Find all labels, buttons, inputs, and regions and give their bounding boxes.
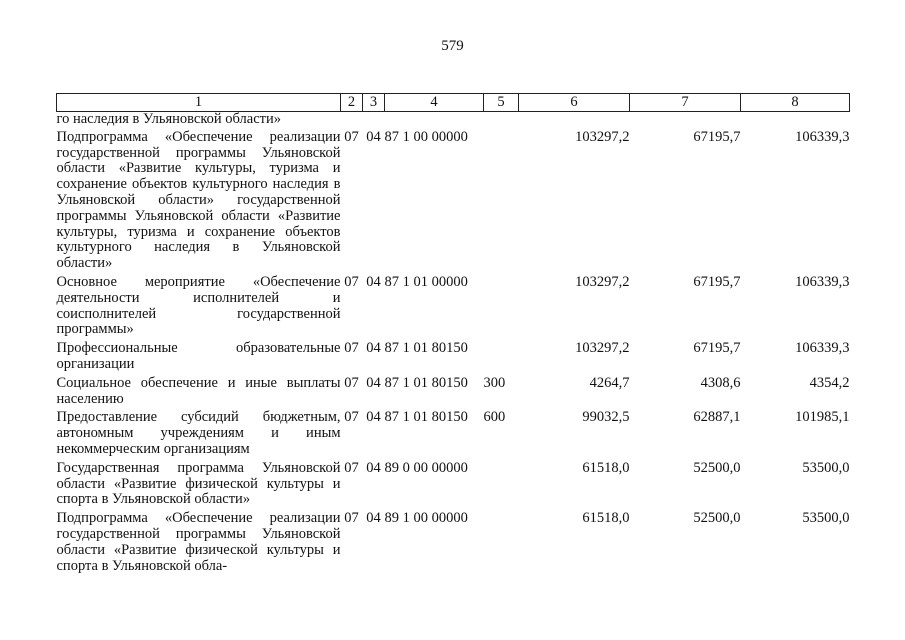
- row-expense-type: [484, 461, 519, 511]
- page-number: 579: [441, 38, 464, 54]
- table-row: [57, 376, 850, 411]
- table-row: [57, 410, 850, 460]
- table-row: [57, 130, 850, 275]
- row-expense-type: [484, 511, 519, 577]
- row-name: Подпрограмма «Обеспечение реализации государственной программы Ульяновской области «Развитие физической культуры и спорта в Ульяновской обла-: [56, 510, 341, 574]
- row-name: Предоставление субсидий бюджетным, автономным учреждениям и иным некоммерческим организациям: [56, 409, 341, 457]
- row-subsection: 04: [366, 273, 381, 290]
- table-row: [57, 112, 850, 130]
- row-expense-type: [484, 275, 519, 341]
- row-section: 07: [344, 409, 359, 426]
- row-target-code: 87 1 01 80150: [384, 374, 468, 391]
- row-value-col8: 4354,2: [809, 374, 850, 391]
- row-name: Основное мероприятие «Обеспечение деятельности исполнителей и соисполнителей государственной программы»: [56, 273, 341, 338]
- row-expense-type: [484, 341, 519, 376]
- row-name: го наследия в Ульяновской области»: [56, 111, 281, 127]
- row-subsection: 04: [366, 374, 381, 391]
- row-name: Социальное обеспечение и иные выплаты населению: [56, 374, 341, 407]
- row-target-code: 87 1 01 00000: [384, 273, 468, 290]
- row-subsection: 04: [366, 459, 381, 476]
- row-section: 07: [344, 340, 359, 357]
- row-expense-type: [484, 112, 519, 130]
- row-value-col6: 103297,2: [575, 128, 630, 145]
- column-header: 7: [630, 94, 741, 112]
- row-value-col7: 67195,7: [693, 128, 741, 145]
- row-value-col8: [741, 112, 850, 130]
- row-name: Государственная программа Ульяновской области «Развитие физической культуры и спорта в Ульяновской области»: [56, 459, 341, 508]
- row-subsection: 04: [366, 128, 381, 145]
- column-header: 8: [741, 94, 850, 112]
- row-expense-type: 300: [483, 374, 506, 391]
- row-value-col7: 4308,6: [700, 374, 741, 391]
- row-value-col7: 67195,7: [693, 340, 741, 357]
- row-subsection: 04: [366, 409, 381, 426]
- row-value-col8: 53500,0: [802, 459, 850, 476]
- table-row: [57, 341, 850, 376]
- row-value-col6: 61518,0: [582, 510, 630, 527]
- row-section: 07: [344, 510, 359, 527]
- row-section: [341, 112, 363, 130]
- table-row: [57, 511, 850, 577]
- row-value-col6: [519, 112, 630, 130]
- row-section: 07: [344, 273, 359, 290]
- column-header: 4: [385, 94, 484, 112]
- column-header: 3: [363, 94, 385, 112]
- row-target-code: 87 1 01 80150: [384, 340, 468, 357]
- row-section: 07: [344, 459, 359, 476]
- row-section: 07: [344, 128, 359, 145]
- row-name: Профессиональные образовательные организации: [56, 340, 341, 372]
- row-value-col7: 52500,0: [693, 459, 741, 476]
- table-row: [57, 275, 850, 341]
- column-header: 6: [519, 94, 630, 112]
- row-subsection: 04: [366, 340, 381, 357]
- row-value-col6: 4264,7: [589, 374, 630, 391]
- row-value-col8: 106339,3: [795, 340, 850, 357]
- row-section: 07: [344, 374, 359, 391]
- row-value-col7: 67195,7: [693, 273, 741, 290]
- row-value-col8: 106339,3: [795, 128, 850, 145]
- row-value-col8: 101985,1: [795, 409, 850, 426]
- row-target-code: 89 1 00 00000: [384, 510, 468, 527]
- row-value-col7: 52500,0: [693, 510, 741, 527]
- row-expense-type: 600: [483, 409, 506, 426]
- row-subsection: 04: [366, 510, 381, 527]
- row-target-code: 87 1 00 00000: [384, 128, 468, 145]
- table-row: [57, 461, 850, 511]
- column-header: 5: [484, 94, 519, 112]
- row-expense-type: [484, 130, 519, 275]
- row-subsection: [363, 112, 385, 130]
- row-value-col7: [630, 112, 741, 130]
- row-value-col8: 106339,3: [795, 273, 850, 290]
- row-target-code: 87 1 01 80150: [384, 409, 468, 426]
- column-header: 1: [57, 94, 341, 112]
- row-value-col6: 103297,2: [575, 340, 630, 357]
- row-value-col6: 99032,5: [582, 409, 630, 426]
- row-value-col8: 53500,0: [802, 510, 850, 527]
- budget-table: [56, 93, 850, 577]
- column-header: 2: [341, 94, 363, 112]
- row-value-col6: 103297,2: [575, 273, 630, 290]
- row-target-code: 89 0 00 00000: [384, 459, 468, 476]
- row-value-col7: 62887,1: [693, 409, 741, 426]
- row-value-col6: 61518,0: [582, 459, 630, 476]
- header-row: [57, 94, 850, 112]
- row-target-code: [385, 112, 484, 130]
- row-name: Подпрограмма «Обеспечение реализации государственной программы Ульяновской области «Развитие культуры, туризма и сохранение объектов культурного наследия в Ульяновской области» государственной программы Ульяновской области «Развитие культуры, туризма и сохранение объектов культурного наследия в Ульяновской области»: [56, 128, 341, 272]
